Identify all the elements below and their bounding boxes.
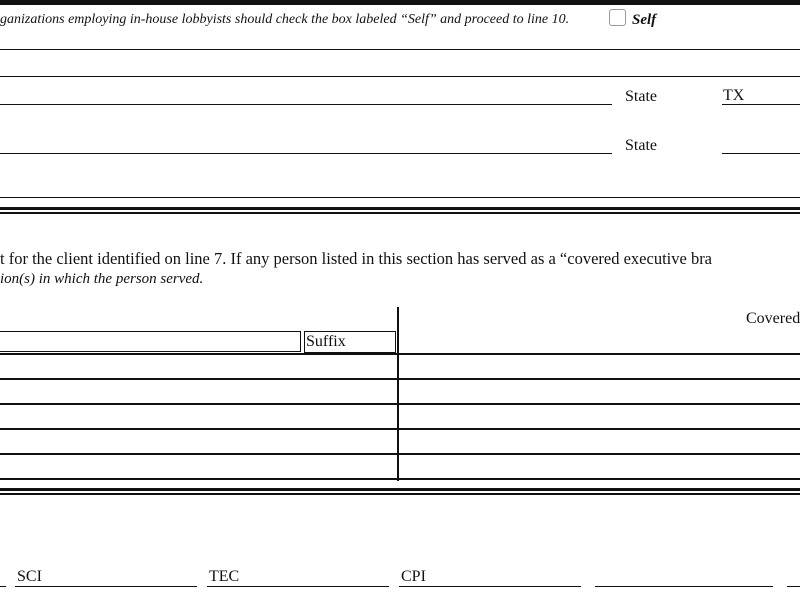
table-row[interactable] <box>0 453 800 455</box>
table-row[interactable] <box>0 478 800 480</box>
table-row[interactable] <box>0 378 800 380</box>
table-row[interactable] <box>0 403 800 405</box>
issue-code[interactable]: CPI <box>401 568 426 585</box>
address-field[interactable] <box>0 104 612 105</box>
issue-code-field[interactable] <box>399 586 581 587</box>
lobbyists-instructions-cont: ion(s) in which the person served. <box>0 271 204 287</box>
section-border <box>0 212 800 214</box>
issue-code-field[interactable] <box>207 586 389 587</box>
issue-code-field[interactable] <box>787 586 800 587</box>
state-label: State <box>625 88 657 105</box>
state-field[interactable] <box>722 153 800 154</box>
table-row[interactable] <box>0 353 800 355</box>
state-value[interactable]: TX <box>723 87 745 104</box>
section-border <box>0 488 800 491</box>
state-label: State <box>625 137 657 154</box>
last-name-input[interactable] <box>0 331 301 352</box>
issue-code[interactable]: SCI <box>17 568 42 585</box>
divider <box>0 49 800 50</box>
address-field[interactable] <box>0 153 612 154</box>
divider <box>0 197 800 198</box>
suffix-header: Suffix <box>304 331 396 353</box>
self-checkbox-label: Self <box>632 12 657 28</box>
self-instruction: ganizations employing in-house lobbyists should check the box labeled “Self” and proceed to line 10. <box>0 12 570 27</box>
issue-code[interactable]: TEC <box>209 568 240 585</box>
covered-position-header: Covered <box>746 310 800 327</box>
section-border <box>0 207 800 210</box>
issue-code-field[interactable] <box>0 586 6 587</box>
state-field[interactable] <box>722 104 800 105</box>
issue-code-field[interactable] <box>595 586 773 587</box>
issue-code-field[interactable] <box>15 586 197 587</box>
divider <box>0 76 800 77</box>
section-border <box>0 493 800 495</box>
lobbyists-instructions: t for the client identified on line 7. If any person listed in this section has served as a “covered executive bra <box>0 249 713 268</box>
table-row[interactable] <box>0 428 800 430</box>
top-border <box>0 0 800 5</box>
self-checkbox[interactable] <box>609 9 626 26</box>
